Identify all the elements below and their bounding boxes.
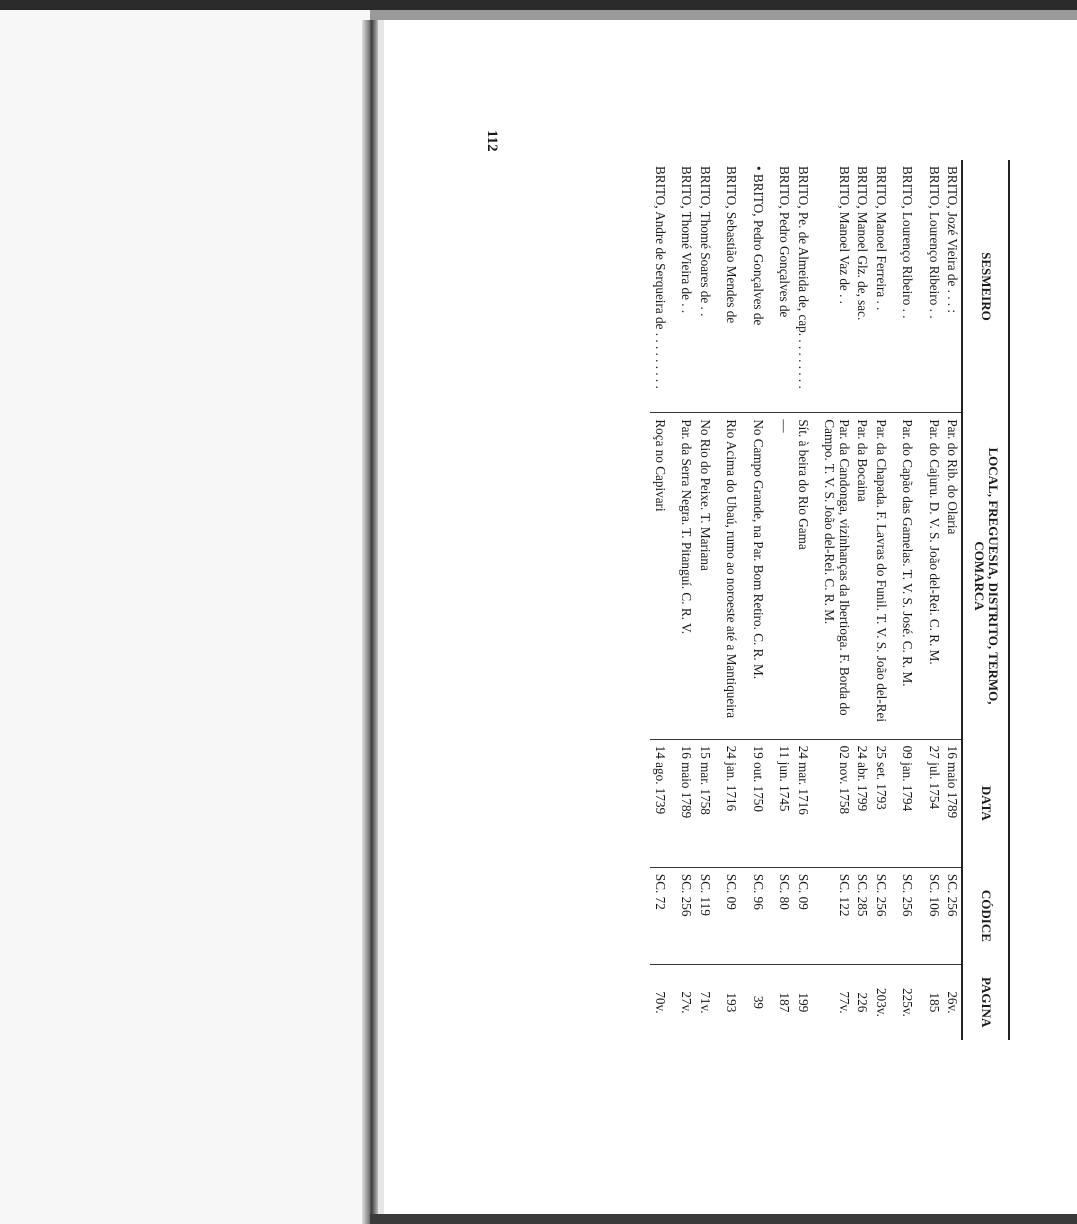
table-body (650, 160, 962, 1040)
header-data: DATA (962, 739, 1009, 867)
table-row (820, 160, 853, 1040)
cell-codice: SC. 106 (924, 867, 943, 964)
table-row (924, 160, 943, 1040)
cell-pagina: 203v. (873, 988, 889, 1017)
cell-codice: SC. 09 (722, 867, 749, 964)
cell-data: 27 jul. 1754 (924, 739, 943, 867)
cell-local: Sít. à beira do Rio Gama (793, 413, 820, 739)
cell-sesmeiro: BRITO, Lourenço Ribeiro . . (898, 160, 925, 413)
cell-local: Par. da Candonga, vizinhanças da Ibertioga. F. Borda do Campo. T. V. S. João del-Rei. C. R. M. (820, 413, 853, 739)
cell-local: No Campo Grande, na Par. Bom Retiro. C. R. M. (748, 413, 775, 739)
cell-codice: SC. 119 (695, 867, 722, 964)
cell-codice: SC. 256 (871, 867, 898, 964)
cell-pagina: 225v. (900, 988, 916, 1017)
cell-local: Par. do Cajuru. D. V. S. João del-Rei. C. R. M. (924, 413, 943, 739)
cell-sesmeiro: BRITO, Andre de Serqueira de . . . . . . . . . (650, 160, 677, 413)
cell-pagina: 71v. (697, 991, 713, 1014)
cell-sesmeiro: BRITO, Thomé Soares de . . (695, 160, 722, 413)
cell-sesmeiro: BRITO, Lourenço Ribeiro . . (924, 160, 943, 413)
cell-data: 16 maio 1789 (943, 739, 963, 867)
cell-pagina: 187 (777, 992, 793, 1013)
table-row (677, 160, 696, 1040)
cell-sesmeiro: • BRITO, Pedro Gonçalves de (748, 160, 775, 413)
cell-sesmeiro: BRITO, Jozé Vieira de . . . : (943, 160, 963, 413)
cell-pagina: 70v. (652, 991, 668, 1014)
table-header-row (962, 160, 1009, 1040)
cell-codice: SC. 80 (775, 867, 794, 964)
cell-data: 24 mar. 1716 (793, 739, 820, 867)
cell-pagina: 193 (724, 992, 740, 1013)
header-sesmeiro: SESMEIRO (962, 160, 1009, 413)
cell-codice: SC. 96 (748, 867, 775, 964)
cell-pagina: 185 (926, 992, 942, 1013)
cell-data: 25 set. 1793 (871, 739, 898, 867)
cell-local: Par. da Bocaina (853, 413, 872, 739)
cell-data: 15 mar. 1758 (695, 739, 722, 867)
cell-local: Rio Acima do Ubaú, rumo ao noroeste até a Mantiqueira (722, 413, 749, 739)
cell-local: Par. da Chapada. F. Lavras do Funil. T. V. S. João del-Rei (871, 413, 898, 739)
cell-sesmeiro: BRITO, Thomé Vieira de . . (677, 160, 696, 413)
cell-pagina: 27v. (679, 991, 695, 1014)
cell-local: — (775, 413, 794, 739)
cell-pagina: 77v. (836, 991, 852, 1014)
cell-local: No Rio do Peixe. T. Mariana (695, 413, 722, 739)
table-row (748, 160, 775, 1040)
cell-codice: SC. 285 (853, 867, 872, 964)
cell-data: 24 abr. 1799 (853, 739, 872, 867)
table-row (793, 160, 820, 1040)
cell-data: 09 jan. 1794 (898, 739, 925, 867)
table-row (943, 160, 963, 1040)
cell-codice: SC. 256 (898, 867, 925, 964)
header-local: LOCAL, FREGUESIA, DISTRITO, TERMO, COMARCA (962, 413, 1009, 739)
rotated-page (480, 130, 1020, 1070)
cell-data: 11 jun. 1745 (775, 739, 794, 867)
book-gutter-edge (378, 20, 384, 1224)
sesmarias-table (650, 160, 1010, 1040)
cell-local: Par. do Capão das Gamelas. T. V. S. José. C. R. M. (898, 413, 925, 739)
table-row (871, 160, 898, 1040)
table-row (722, 160, 749, 1040)
cell-data: 14 ago. 1739 (650, 739, 677, 867)
cell-local: Par. do Rib. do Olaria (943, 413, 963, 739)
cell-sesmeiro: BRITO, Manoel Glz. de, sac. (853, 160, 872, 413)
cell-codice: SC. 09 (793, 867, 820, 964)
cell-local: Roça no Capivari (650, 413, 677, 739)
table-row (650, 160, 677, 1040)
cell-codice: SC. 122 (820, 867, 853, 964)
cell-sesmeiro: BRITO, Pe. de Almeida de, cap. . . . . . . . . (793, 160, 820, 413)
cell-codice: SC. 72 (650, 867, 677, 964)
table-row (695, 160, 722, 1040)
cell-pagina: 226 (855, 992, 871, 1013)
cell-data: 19 out. 1750 (748, 739, 775, 867)
cell-sesmeiro: BRITO, Pedro Gonçalves de (775, 160, 794, 413)
table-row (898, 160, 925, 1040)
page-number: 112 (484, 130, 500, 152)
table-row (775, 160, 794, 1040)
cell-data: 02 nov. 1758 (820, 739, 853, 867)
cell-data: 24 jan. 1716 (722, 739, 749, 867)
book-gutter (362, 20, 378, 1224)
cell-sesmeiro: BRITO, Sebastião Mendes de (722, 160, 749, 413)
cell-data: 16 maio 1789 (677, 739, 696, 867)
cell-pagina: 39 (750, 995, 766, 1010)
cell-codice: SC. 256 (943, 867, 963, 964)
header-pagina: PAGINA (962, 964, 1009, 1040)
cell-pagina: 26v. (945, 991, 961, 1014)
scan-top-edge-shadow (370, 10, 1077, 20)
scan-bottom-edge (370, 1214, 1077, 1224)
cell-sesmeiro: BRITO, Manoel Ferreira . . (871, 160, 898, 413)
header-codice: CÓDICE (962, 867, 1009, 964)
cell-codice: SC. 256 (677, 867, 696, 964)
cell-local: Par. da Serra Negra. T. Pitanguí. C. R. V. (677, 413, 696, 739)
scan-top-edge (0, 0, 1077, 10)
cell-sesmeiro: BRITO, Manoel Vaz de . . (820, 160, 853, 413)
cell-pagina: 199 (795, 992, 811, 1013)
scan-margin (0, 10, 370, 1224)
table-row (853, 160, 872, 1040)
